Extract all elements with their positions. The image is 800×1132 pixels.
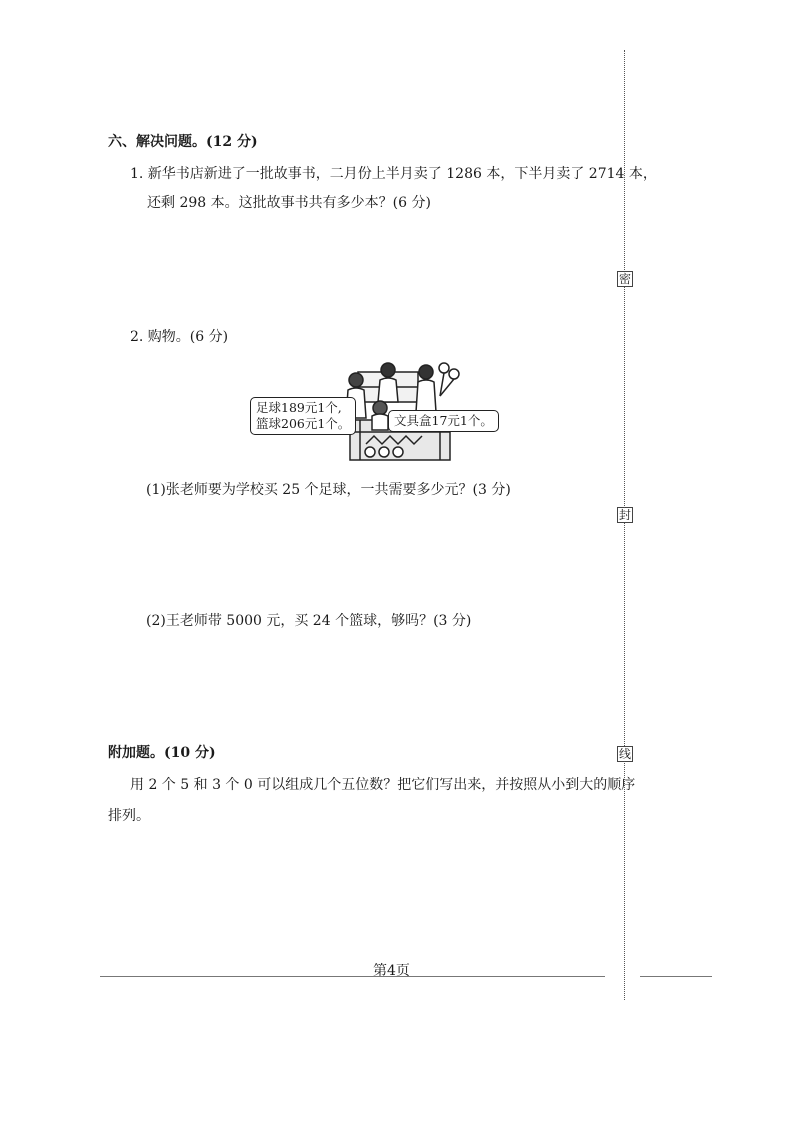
bonus-line-1: 用 2 个 5 和 3 个 0 可以组成几个五位数？把它们写出来，并按照从小到大的顺序: [130, 777, 636, 793]
margin-mark-line: 线: [618, 747, 631, 761]
bonus-title: 附加题。(10 分): [108, 745, 216, 761]
footer-rule: [100, 976, 605, 977]
price-sign-stationery: [388, 410, 499, 432]
price-basketball: 篮球206元1个。: [256, 416, 351, 431]
page-number: 第4页: [373, 963, 410, 979]
price-football: 足球189元1个,: [256, 400, 342, 415]
footer-rule-right: [640, 976, 712, 977]
question-2-title: 2. 购物。(6 分): [130, 329, 229, 345]
margin-mark-seal: 密: [618, 272, 631, 286]
binding-margin-line: [624, 50, 625, 1000]
question-1-line-2: 还剩 298 本。这批故事书共有多少本？(6 分): [147, 195, 431, 211]
margin-mark-sealed: 封: [618, 508, 631, 522]
question-1-line-1: 1. 新华书店新进了一批故事书，二月份上半月卖了 1286 本，下半月卖了 2714 本，: [130, 166, 657, 182]
section-title: 六、解决问题。(12 分): [108, 134, 258, 150]
question-2-part-2: (2)王老师带 5000 元，买 24 个篮球，够吗？(3 分): [146, 613, 472, 629]
price-sign-balls: [250, 397, 356, 435]
bonus-line-2: 排列。: [108, 808, 150, 824]
price-pencil-case: 文具盒17元1个。: [394, 413, 493, 428]
question-2-part-1: (1)张老师要为学校买 25 个足球，一共需要多少元？(3 分): [146, 482, 511, 498]
